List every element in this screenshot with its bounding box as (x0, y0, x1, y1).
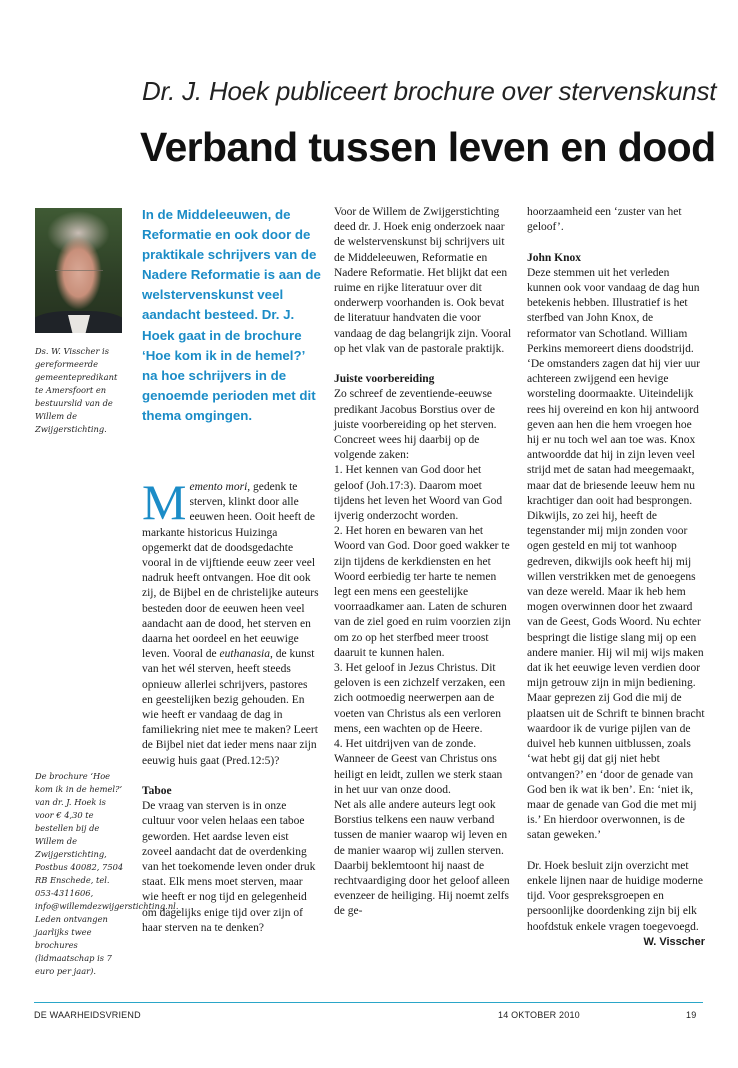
article-headline: Verband tussen leven en dood (140, 124, 716, 170)
paragraph: Voor de Willem de Zwijgerstichting deed dr. J. Hoek enig onderzoek naar de welstervenskunst bij schrijvers uit de Middeleeuwen, Reformatie en Nadere Reformatie. Het blijkt dat een ruime en rijke literatuur over dit onderwerp voorhanden is. Ook bevat de literatuur handvaten die voor vandaag de dag belangrijk zijn. Vooral op het vlak van de pastorale praktijk. (334, 206, 512, 355)
drop-cap: M (142, 474, 187, 530)
page-number: 19 (686, 1010, 697, 1020)
paragraph: Dr. Hoek besluit zijn overzicht met enkele lijnen naar de huidige moderne tijd. Voor gespreksgroepen en persoonlijke doordenking zijn bij elk hoofdstuk enkele vragen toegevoegd. (527, 859, 703, 933)
list-item: 4. Het uitdrijven van de zonde. Wanneer de Geest van Christus ons heiligt en leidt, zullen we sterk staan in het uur van onze dood. (334, 738, 503, 796)
subheading-taboe: Taboe (142, 785, 172, 798)
article-intro: In de Middeleeuwen, de Reformatie en ook door de praktikale schrijvers van de Nadere Reformatie is aan de welstervenskunst veel aandacht besteed. Dr. J. Hoek gaat in de brochure ‘Hoe kom ik in de hemel?’ na hoe schrijvers in de genoemde perioden met dit thema omgingen. (142, 207, 321, 423)
list-item: 3. Het geloof in Jezus Christus. Dit geloven is een zichzelf verzaken, een zich ootmoedig neerwerpen aan de voeten van Christus als een verloren mens, een wachten op de Heere. (334, 662, 506, 735)
order-info-caption: De brochure ‘Hoe kom ik in de hemel?’ van dr. J. Hoek is voor € 4,30 te bestellen bij de Willem de Zwijgerstichting, Postbus 40082, 7504 RB Enschede, tel. 053-4311606, info@willemdezwijgerstichting.nl. Leden ontvangen jaarlijks twee brochures (lidmaatschap is 7 euro per jaar). (35, 771, 179, 976)
paragraph-text: , gedenk te sterven, klinkt door alle eeuwen heen. Ooit heeft de markante historicus Huizinga opgemerkt dat de doodsgedachte vooral in de vijftiende eeuw zeer veel nadruk heeft ontvangen. Hoe dit ook zij, de Bijbel en de christelijke auteurs besteden door de eeuwen heen veel aandacht aan de dood, het sterven en daarna het oordeel en het eeuwige leven. Vooral de (142, 481, 319, 661)
paragraph-text: , de kunst van het wél sterven, heeft steeds opnieuw allerlei schrijvers, pastores en geestelijken bezig gehouden. En wie heeft er vandaag de dag in familiekring niet mee te maken? Leert de Bijbel niet dat ieder mens naar zijn eeuwig huis gaat (Pred.12:5)? (142, 648, 318, 767)
author-photo (35, 208, 122, 333)
column-2 (334, 205, 512, 920)
subheading-juiste-voorbereiding: Juiste voorbereiding (334, 373, 435, 386)
paragraph: Deze stemmen uit het verleden kunnen ook voor vandaag de dag hun betekenis hebben. Illustratief is het sterfbed van John Knox, de reformator van Schotland. William Perkins memoreert diens doodstrijd. ‘De omstanders zagen dat hij vier uur achtereen zwijgend een hevige worsteling doormaakte. Uiteindelijk rees hij overeind en kon hij antwoord geven aan hen die hem vroegen hoe hij er nu toch wel aan toe was. Knox antwoordde dat hij in zijn leven veel strijd met de satan had meegemaakt, maar dat de briesende leeuw hem nu krachtiger dan ooit had besprongen. Dikwijls, zo zei hij, heeft de tegenstander mij mijn zonden voor ogen gesteld en mij tot wanhoop gedreven, dikwijls ook heeft hij mij willen verstrikken met de genoegens van deze wereld. Maar ik heb hem mogen overwinnen door het zwaard van de Geest, Gods Woord. Nu echter bespringt die listige slang mij op een andere manier. Hij wil mij wijs maken dat ik het eeuwige leven verdien door mijn getrouw zijn in mijn bediening. Maar geprezen zij God die mij de plaatsen uit de Schrift te binnen bracht waardoor ik de vurige pijlen van de duivel heb kunnen uitblussen, zoals ‘wat hebt gij dat gij niet hebt ontvangen?’ en ‘door de genade van God ben ik wat ik ben’. En: ‘niet ik, maar de genade van God die met mij is.’ En hierdoor overwonnen, is de satan geweken.’ (527, 266, 705, 842)
list-item: 1. Het kennen van God door het geloof (Joh.17:3). Daarom moet tijdens het leven het Woord van God ijverig onderzocht worden. (334, 464, 503, 523)
subheading-john-knox: John Knox (527, 251, 582, 264)
author-caption: Ds. W. Visscher is gereformeerde gemeentepredikant te Amersfoort en bestuurslid van de Willem de Zwijgerstichting. (35, 346, 118, 434)
footer-rule (34, 1002, 703, 1003)
author-signature: W. Visscher (643, 935, 705, 948)
column-3 (527, 205, 705, 950)
footer-date: 14 OKTOBER 2010 (498, 1010, 580, 1020)
italic-term: euthanasia (219, 648, 270, 661)
lead-italic: emento mori (189, 481, 248, 493)
footer-publication: DE WAARHEIDSVRIEND (34, 1010, 141, 1020)
opening-paragraph (142, 474, 320, 769)
paragraph: De vraag van sterven is in onze cultuur voor velen helaas een taboe geworden. Het aardse leven eist zoveel aandacht dat de overdenking van het toekomende leven onder druk staat. Elk mens moet sterven, maar wie heeft er nog tijd en gelegenheid om dagelijks enige tijd over zijn of haar sterven na te denken? (142, 800, 316, 934)
paragraph: hoorzaamheid een ‘zuster van het geloof’. (527, 206, 682, 234)
paragraph: Zo schreef de zeventiende-eeuwse predikant Jacobus Borstius over de juiste voorbereiding op het sterven. Concreet wees hij daarbij op de volgende zaken: (334, 388, 497, 462)
paragraph: Net als alle andere auteurs legt ook Borstius telkens een nauw verband tussen de manier waarop wij leven en de manier waarop wij zullen sterven. Daarbij beklemtoont hij naast de rechtvaardiging door het geloof alleen evenzeer de heiliging. Hij noemt zelfs de ge- (334, 798, 510, 918)
article-kicker: Dr. J. Hoek publiceert brochure over stervenskunst (142, 76, 717, 106)
column-1 (142, 474, 320, 936)
list-item: 2. Het horen en bewaren van het Woord van God. Door goed wakker te zijn tijdens de kerkdiensten en het Woord eerbiedig ter harte te nemen legt een mens een geestelijke voorraadkamer aan. Laten de schuren van de ziel goed en ruim voorzien zijn om zo op het sterfbed meer troost daaruit te kunnen halen. (334, 525, 511, 659)
photo-glasses (55, 270, 103, 282)
